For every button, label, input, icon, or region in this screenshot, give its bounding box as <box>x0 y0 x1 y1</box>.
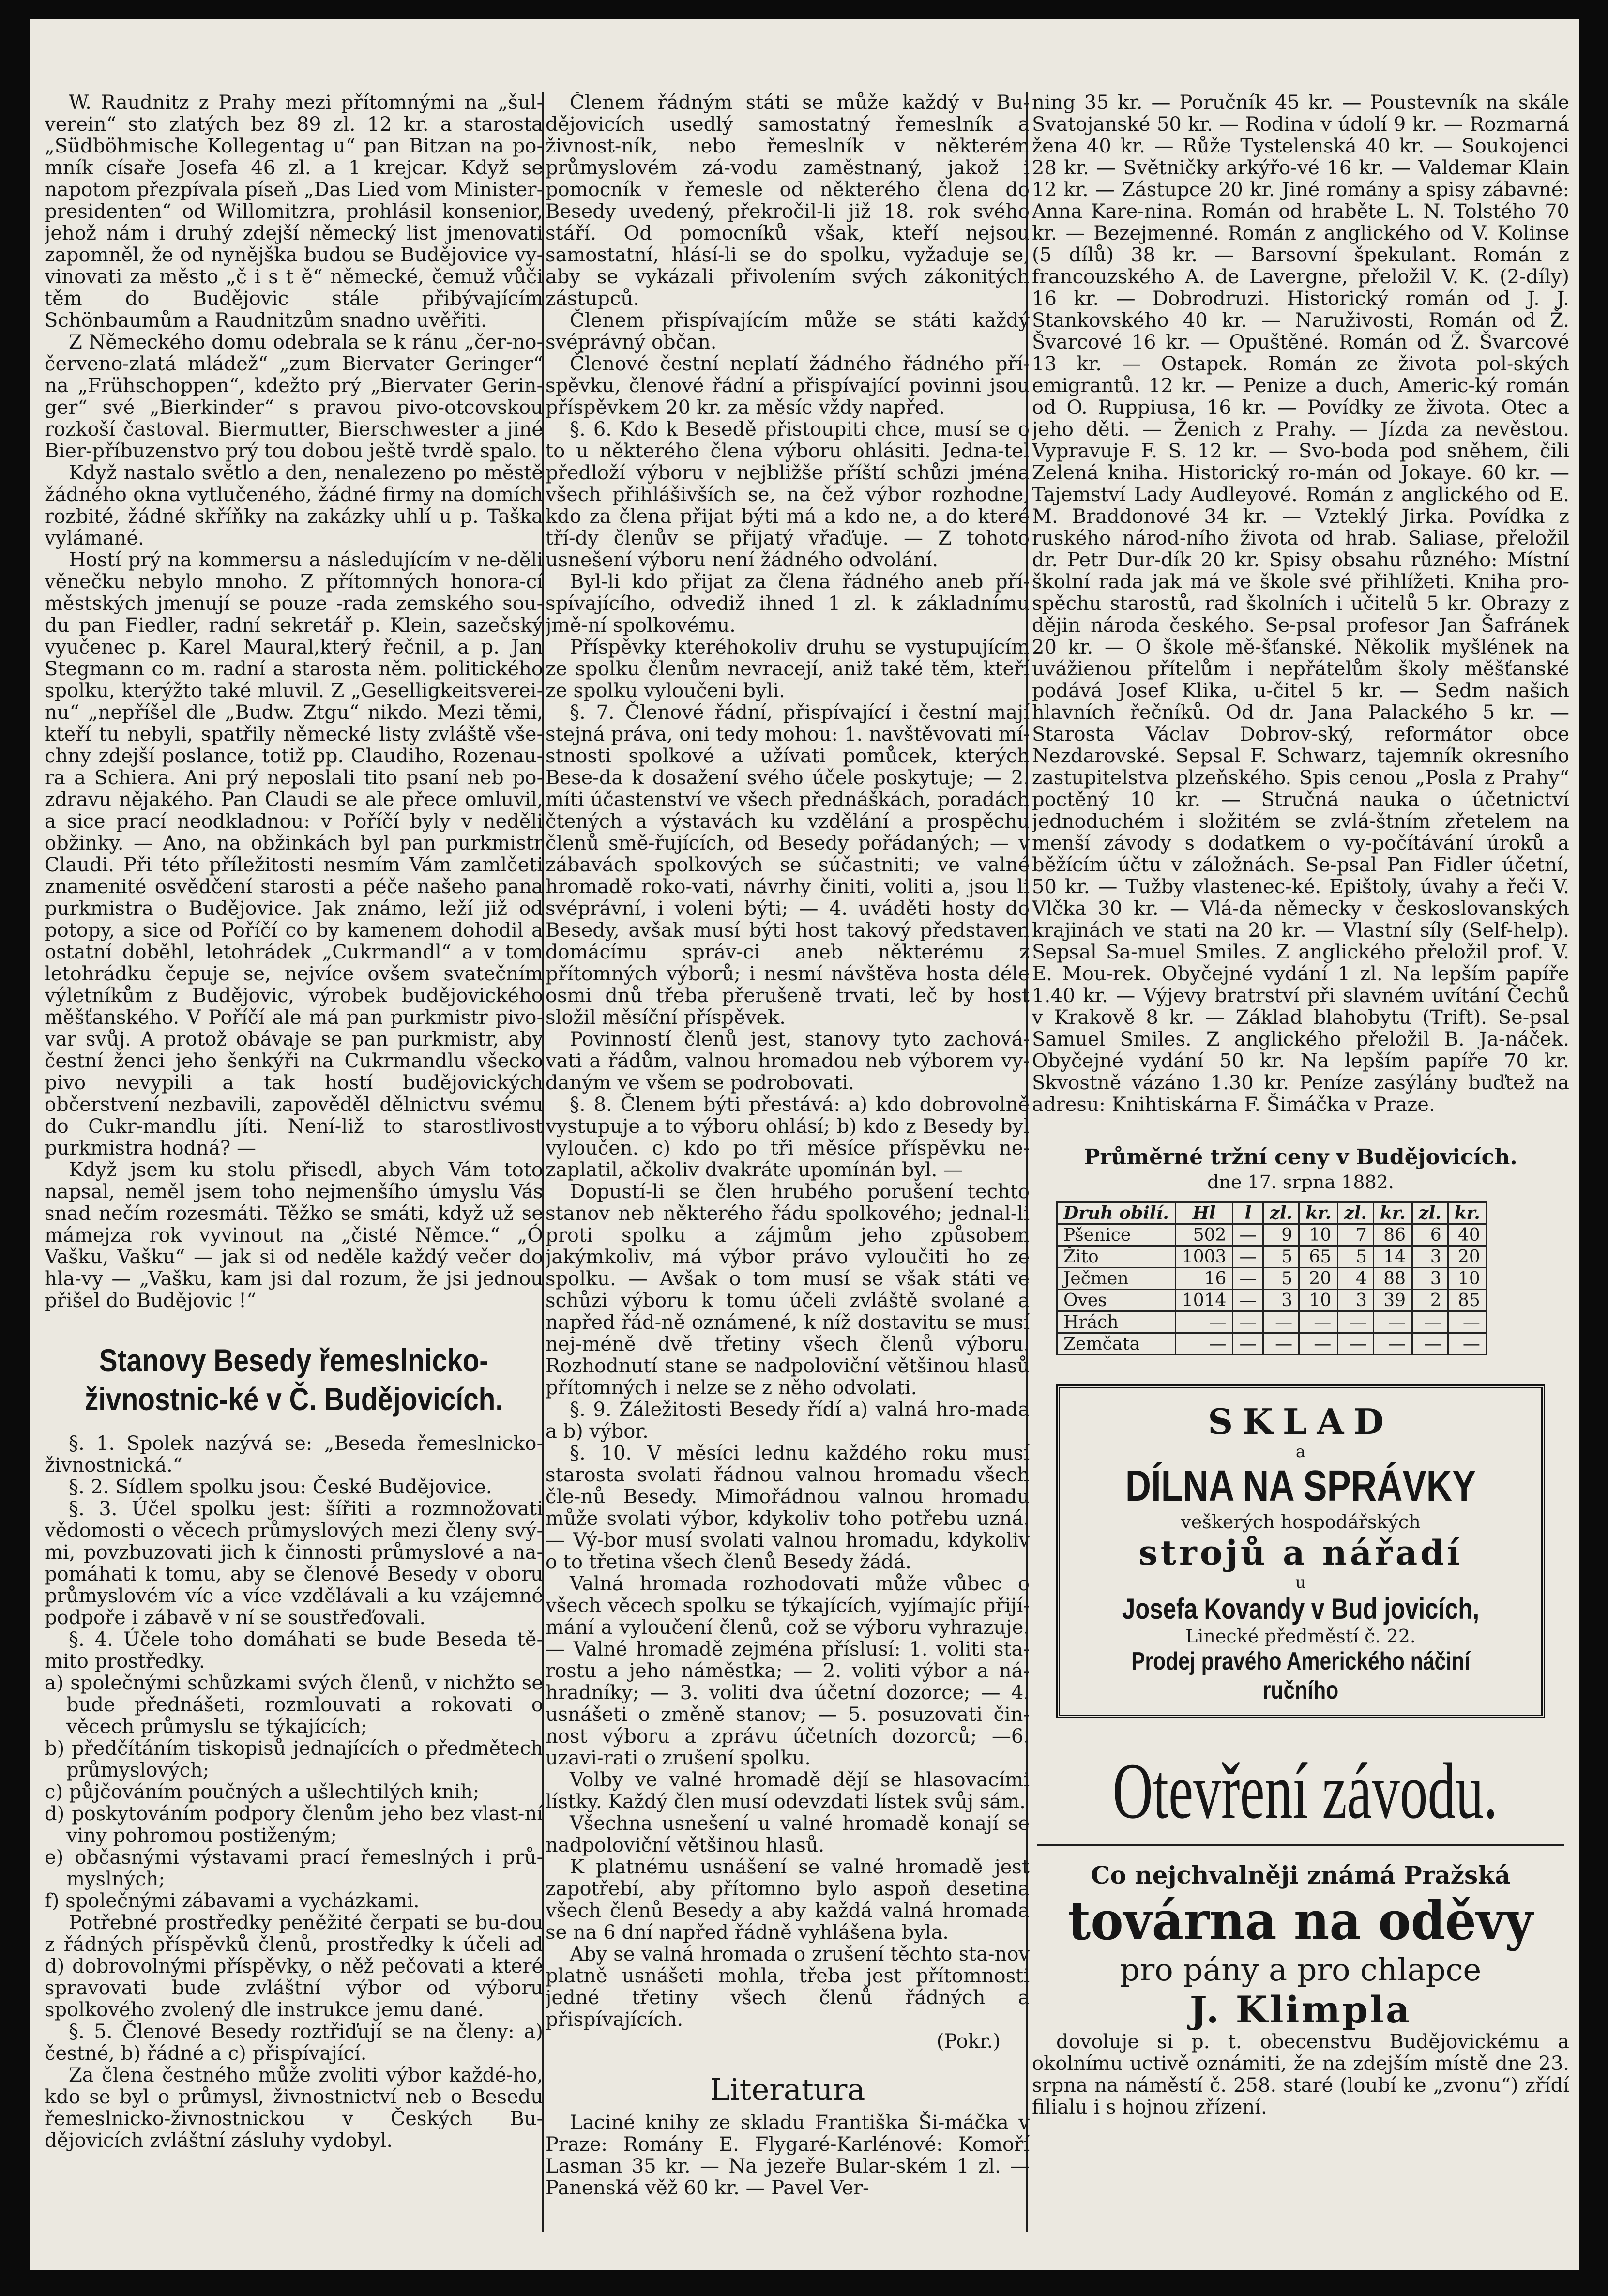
article-paragraph: Z Německého domu odebrala se k ránu „čer-no-červeno-zlatá mládež“ „zum Biervater Geringer“ na „Frühschoppen“, kdežto prý „Biervater Gerin-ger“ své „Bierkinder“ s pravou pivo-otcovskou rozkoší častoval. Biermutter, Bierschwester a jiné Bier-příbuzenstvo prý tou dobou ještě tvrdě spalo. <box>45 331 543 462</box>
ad-heading: továrna na oděvy <box>1068 1889 1533 1952</box>
table-header: kr. <box>1299 1202 1338 1224</box>
market-prices-table <box>1056 1201 1487 1355</box>
price-cell: — <box>1448 1311 1487 1333</box>
table-header: Druh obilí. <box>1057 1202 1176 1224</box>
statute-paragraph: Byl-li kdo přijat za člena řádného aneb pří-spívajícího, odvediž ihned 1 zl. k základnímu jmě-ní spolkovému. <box>546 571 1030 637</box>
statute-paragraph: Za člena čestného může zvoliti výbor každé-ho, kdo se byl o průmysl, živnostnictví neb o Besedu řemeslnicko-živnostnickou v Českých Bu-dějovicích zvláštní zásluhy vydobyl. <box>45 2064 543 2152</box>
price-cell: — <box>1412 1311 1448 1333</box>
price-cell: — <box>1233 1290 1263 1311</box>
ad-text: u <box>1295 1573 1306 1592</box>
table-header-row <box>1057 1202 1487 1224</box>
price-cell: — <box>1299 1333 1338 1355</box>
table-header: Hl <box>1175 1202 1233 1224</box>
statute-list-item: a) společnými schůzkami svých členů, v nichžto se bude přednášeti, rozmlouvati a rokovati o věcech průmyslu se týkajících; <box>45 1672 543 1738</box>
statute-paragraph: §. 6. Kdo k Besedě přistoupiti chce, musí se o to u některého člena výboru ohlásiti. Jedna-tel předloží výboru v nejbližše příští schůzi jména všech přihlášivších se, na čež výbor rozhodne, kdo za člena přijat býti má a kdo ne, a do které tří-dy členův se přijatý vřaďuje. — Z tohoto usnešení výboru není žádného odvolání. <box>546 418 1030 571</box>
statute-paragraph: §. 1. Spolek nazývá se: „Beseda řemeslnicko-živnostnická.“ <box>45 1432 543 1476</box>
statute-paragraph: §. 8. Členem býti přestává: a) kdo dobrovolně vystupuje a to výboru ohlásí; b) kdo z Besedy byl vyloučen. c) kdo po tři měsíce příspěvku ne-zaplatil, ačkoliv dvakráte upomínán byl. — <box>546 1094 1030 1181</box>
statute-paragraph: §. 7. Členové řádní, přispívající i čestní mají stejná práva, oni tedy mohou: 1. navštěvovati mí-stnosti spolkové a užívati pomůcek, kterých Bese-da k dosažení svého účele poskytuje; — 2. míti účastenství ve všech přednáškách, poradách čtených a výstavách ku vzdělání a prospěchu členů smě-řujících, od Besedy pořádaných; — v zábavách spolkových se súčastniti; ve valné hromadě roko-vati, návrhy činiti, voliti a, jsou li svéprávní, i voleni býti; — 4. uváděti hosty do Besedy, avšak musí býti host takový představen domácímu správ-ci aneb některému z přítomných výborů; i nesmí návštěva hosta déle osmi dnů třeba přerušeně trvati, leč by host složil měsíční příspěvek. <box>546 701 1030 1029</box>
statute-paragraph: §. 3. Účel spolku jest: šířiti a rozmnožovati vědomosti o věcech průmyslových mezi členy svý-mi, povzbuzovati jich k činnosti průmyslové a na-pomáhati k tomu, aby se členové Besedy v oboru průmyslovém víc a více vzdělávali a ku vzájemné podpoře i zábavě v ní se soustřeďovali. <box>45 1498 543 1629</box>
statute-paragraph: Členem přispívajícím může se státi každý svéprávný občan. <box>546 309 1030 353</box>
price-cell: 5 <box>1263 1268 1299 1290</box>
grain-name-cell: Pšenice <box>1057 1224 1176 1246</box>
price-cell: — <box>1233 1311 1263 1333</box>
statute-paragraph: K platnému usnášení se valné hromadě jest zapotřebí, aby přítomno bylo aspoň desetina všech členů Besedy a aby každá valná hromada se na 6 dní napřed řádně vyhlášena byla. <box>546 1856 1030 1944</box>
table-header: kr. <box>1373 1202 1412 1224</box>
ad-text: Prodej pravého Amerického náčiní ručního <box>1131 1647 1470 1704</box>
price-cell: — <box>1412 1333 1448 1355</box>
ad-company-name: J. Klimpla <box>1189 1988 1412 2031</box>
statute-paragraph: §. 5. Členové Besedy roztřiďují se na členy: a) čestné, b) řádné a c) přispívající. <box>45 2021 543 2065</box>
statute-paragraph: §. 4. Účele toho domáhati se bude Beseda tě-mito prostředky. <box>45 1628 543 1673</box>
continued-note: (Pokr.) <box>936 2030 1001 2053</box>
price-cell: 7 <box>1338 1224 1374 1246</box>
price-cell: 16 <box>1175 1268 1233 1290</box>
table-header: zl. <box>1412 1202 1448 1224</box>
price-cell: 3 <box>1338 1290 1374 1311</box>
price-cell: — <box>1233 1224 1263 1246</box>
advertisement-sklad <box>1056 1384 1545 1718</box>
ad-address: Linecké předměstí č. 22. <box>1185 1626 1416 1647</box>
statute-list-item: f) společnými zábavami a vycházkami. <box>45 1890 420 1912</box>
table-row <box>1057 1311 1487 1333</box>
statute-paragraph: Aby se valná hromada o zrušení těchto sta-nov platně usnášeti mohla, třeba jest přítomnosti jedné třetiny všech členů řádných a přispívajících. <box>546 1943 1030 2031</box>
statute-list-item: e) občasnými výstavami prací řemeslných i prů-myslných; <box>45 1846 543 1890</box>
statute-list-item: c) půjčováním poučných a ušlechtilých knih; <box>45 1781 480 1803</box>
market-prices-date: dne 17. srpna 1882. <box>1207 1171 1394 1193</box>
price-cell: 502 <box>1175 1224 1233 1246</box>
price-cell: 85 <box>1448 1290 1487 1311</box>
price-cell: 20 <box>1448 1246 1487 1268</box>
price-cell: 10 <box>1299 1290 1338 1311</box>
price-cell: 88 <box>1373 1268 1412 1290</box>
price-cell: — <box>1299 1311 1338 1333</box>
statute-paragraph: Dopustí-li se člen hrubého porušení techto stanov neb některého řádu spolkového; jednal-li proti spolku a zájmům jeho způsobem jakýmkoliv, má výbor právo vyloučiti ho ze spolku. — Avšak o tom musí se však státi ve schůzi výboru k tomu účeli zvláště svolané a napřed řád-ně oznámené, k níž dostavitu se musí nej-méně dvě třetiny všech členů výboru. Rozhodnutí stane se nadpoloviční většinou hlasů přítomných i nelze se z něho odvolati. <box>546 1181 1030 1399</box>
article-paragraph: Hostí prý na kommersu a následujícím v ne-děli věnečku nebylo mnoho. Z přítomných honora-cí městských jmenují se pouze -rada zemského sou-du pan Fiedler, radní sekretář p. Klein, sazečský vyučenec p. Karel Maural,který řečnil, a p. Jan Stegmann co m. radní a starosta něm. politického spolku, kterýžto také mluvil. Z „Geselligkeitsverei-nu“ „nepříšel dle „Budw. Ztgu“ nikdo. Mezi těmi, kteří tu nebyli, spatřily německé listy zvláště vše-chny zdejší poslance, totiž pp. Claudiho, Rozenau-ra a Schiera. Ani prý neposlali tito psaní neb po-zdravu nějakého. Pan Claudi se ale přece omluvil, a sice prací neodkladnou: v Poříčí byly v neděli obžinky. — Ano, na obžinkách byl pan purkmistr Claudi. Při této příležitosti nesmím Vám zamlčeti znamenité osvědčení starosti a péče našeho pana purkmistra o Budějovice. Jak známo, leží již od potopy, a sice od Poříčí co by kamenem dohodil a ostatní doběhl, letohrádek „Cukrmandl“ a v tom letohrádku čepuje se, nejvíce ovšem svatečním výletníkům z Budějovic, výrobek budějovického měšťanského. V Poříčí ale má pan purkmistr pivo-var svůj. A protož obávaje se pan purkmistr, aby čestní ženci jeho šenkýři na Cukrmandlu všecko pivo nevypili a tak hostí budějovických občerstvení nezbavili, zapověděl dělnictvu svému do Cukr-mandlu jíti. Není-liž to starostlivost purkmistra hodná? — <box>45 549 543 1159</box>
price-cell: 6 <box>1412 1224 1448 1246</box>
price-cell: 1003 <box>1175 1246 1233 1268</box>
price-cell: — <box>1233 1268 1263 1290</box>
ad-paragraph: dovoluje si p. t. obecenstvu Budějovickému a okolnímu uctivě oznámiti, že na zdejším místě dne 23. srpna na náměstí č. 258. staré (loubí ke „zvonu“) zřídí filialu i s hojnou zřízení. <box>1032 2031 1569 2118</box>
statute-list-item: d) poskytováním podpory členům jeho bez vlast-ní viny pohromou postiženým; <box>45 1803 543 1847</box>
price-cell: 20 <box>1299 1268 1338 1290</box>
price-cell: 10 <box>1448 1268 1487 1290</box>
table-row <box>1057 1333 1487 1355</box>
table-header: zl. <box>1263 1202 1299 1224</box>
price-cell: — <box>1175 1311 1233 1333</box>
price-cell: — <box>1175 1333 1233 1355</box>
article-paragraph: W. Raudnitz z Prahy mezi přítomnými na „šul-verein“ sto zlatých bez 89 zl. 12 kr. a starosta „Südböhmische Kollegentag u“ pan Bitzan na po-mník císaře Josefa 46 zl. a 1 krejcar. Když se napotom přezpívala píseň „Das Lied vom Minister-presidenten“ od Willomitzra, prohlásil konsenior, jehož nám i druhý zdejší německý list jmenovati zapomněl, že od nynějška budou se Budějovice vy-vinovati za město „č i s t ě“ německé, čemuž vůči těm do Budějovic stále přibývajícím Schönbaumům a Raudnitzům snadno uvěřiti. <box>45 92 543 332</box>
ad-heading: strojů a nářadí <box>1138 1533 1463 1573</box>
table-header: zl. <box>1338 1202 1374 1224</box>
ad-heading: DÍLNA NA SPRÁVKY <box>1125 1462 1476 1510</box>
ad-text: a <box>1295 1442 1306 1461</box>
price-cell: 2 <box>1412 1290 1448 1311</box>
price-cell: — <box>1233 1333 1263 1355</box>
statute-paragraph: Členem řádným státi se může každý v Bu-dějovicích usedlý samostatný řemeslník a živnost-ník, nebo řemeslník v některém průmyslovém zá-vodu zaměstnaný, jakož i pomocník v řemesle od některého člena do Besedy uvedený, překročil-li již 18. rok svého stáří. Od pomocníků však, kteří nejsou samostatní, hlásí-li se do spolku, vyžaduje se, aby se vykázali přivolením svých zákonitých zástupců. <box>546 92 1030 310</box>
column-1 <box>45 92 543 2236</box>
price-cell: 4 <box>1338 1268 1374 1290</box>
price-cell: 9 <box>1263 1224 1299 1246</box>
price-cell: — <box>1338 1311 1374 1333</box>
literature-heading: Literatura <box>710 2072 865 2107</box>
statute-paragraph: Všechna usnešení u valné hromadě konají se nadpoloviční většinou hlasů. <box>546 1812 1030 1856</box>
price-cell: — <box>1233 1246 1263 1268</box>
price-cell: 14 <box>1373 1246 1412 1268</box>
table-row <box>1057 1246 1487 1268</box>
price-cell: — <box>1373 1333 1412 1355</box>
divider <box>1037 1844 1564 1846</box>
price-cell: — <box>1448 1333 1487 1355</box>
ad-heading: Josefa Kovandy v Bud jovicích, <box>1122 1593 1480 1625</box>
table-row <box>1057 1290 1487 1311</box>
price-cell: 65 <box>1299 1246 1338 1268</box>
statute-paragraph: Valná hromada rozhodovati může vůbec o všech věcech spolku se týkajících, vyjímajíc přijí-mání a vyloučení členů, což se výboru vyhrazuje. — Valné hromadě zejména příslusí: 1. voliti sta-rostu a jeho náměstka; — 2. voliti výbor a ná-hradníky; — 3. voliti dva účetní dozorce; — 4. usnášeti o změně stanov; — 5. posuzovati čin-nost výboru a zprávu účetních dozorců; —6. uzavi-rati o zrušení spolku. <box>546 1573 1030 1769</box>
grain-name-cell: Hrách <box>1057 1311 1176 1333</box>
price-cell: 3 <box>1412 1268 1448 1290</box>
price-cell: 5 <box>1338 1246 1374 1268</box>
table-row <box>1057 1268 1487 1290</box>
grain-name-cell: Zemčata <box>1057 1333 1176 1355</box>
price-cell: 10 <box>1299 1224 1338 1246</box>
statute-paragraph: §. 10. V měsíci lednu každého roku musí starosta svolati řádnou valnou hromadu všech čle-nů Besedy. Mimořádnou valnou hromadu může svolati výbor, kdykoliv toho potřebu uzná. — Vý-bor musí svolati valnou hromadu, kdykoliv o to třetina všech členů Besedy žádá. <box>546 1442 1030 1573</box>
ad-text: Co nejchvalněji známá Pražská <box>1091 1861 1511 1889</box>
market-prices-title: Průměrné tržní ceny v Budějovicích. <box>1084 1145 1517 1170</box>
grain-name-cell: Oves <box>1057 1290 1176 1311</box>
price-cell: — <box>1263 1333 1299 1355</box>
grain-name-cell: Ječmen <box>1057 1268 1176 1290</box>
section-heading: Stanovy Besedy řemeslnicko-živnostnic-ké v Č. Budějovicích. <box>84 1342 503 1417</box>
article-paragraph: Když jsem ku stolu přisedl, abych Vám toto napsal, neměl jsem toho nejmenšího úmyslu Vás snad nečím rozesmáti. Těžko se smáti, když už se mámeјza rok vyvinout na „čisté Němce.“ „Ó Vašku, Vašku“ — jak si od neděle každý večer do hla-vy — „Vašku, kam jsi dal rozum, že jsi jednou přišel do Budějovic !“ <box>45 1159 543 1312</box>
ad-heading: SKLAD <box>1208 1401 1394 1442</box>
ad-text: pro pány a pro chlapce <box>1120 1952 1482 1988</box>
price-cell: — <box>1263 1311 1299 1333</box>
statute-paragraph: Příspěvky kteréhokoliv druhu se vystupujícím ze spolku členům nevracejí, aniž také těm, kteří ze spolku vyloučeni byli. <box>546 636 1030 702</box>
literature-paragraph: ning 35 kr. — Poručník 45 kr. — Poustevník na skále Svatojanské 50 kr. — Rodina v údolí 9 kr. — Rozmarná žena 40 kr. — Růže Tystelenská 40 kr. — Soukojenci 28 kr. — Světničky arkýřo-vé 16 kr. — Valdemar Klain 12 kr. — Zástupce 20 kr. Jiné romány a spisy zábavné: Anna Kare-nina. Román od hraběte L. N. Tolstého 70 kr. — Bezejmenné. Román z anglického od V. Kolinse (5 dílů) 38 kr. — Barsovní špekulant. Román z francouzského A. de Lavergne, přeložil V. K. (2-díly) 16 kr. — Dobrodruzi. Historický román od J. J. Stankovského 40 kr. — Naruživosti, Román od Ž. Švarcové 16 kr. — Opuštěné. Román od Ž. Švarcové 13 kr. — Ostapek. Román ze života pol-ských emigrantů. 12 kr. — Penize a duch, Americ-ký román od O. Ruppiusa, 16 kr. — Povídky ze života. Otec a jeho děti. — Ženich z Prahy. — Jízda za nevěstou. Vypravuje F. S. 12 kr. — Svo-boda pod sněhem, čili Zelená kniha. Historický ro-mán od Jokaye. 60 kr. — Tajemství Lady Audleyové. Román z anglického od E. M. Braddonové 34 kr. — Vzteklý Jirka. Povídka z ruského národ-ního života od hrab. Saliase, přeložil dr. Petr Dur-dík 20 kr. Spisy obsahu různého: Místní školní rada jak má ve škole své přihlížeti. Kniha pro-spěchu starostů, rad školních i učitelů 5 kr. Obrazy z dějin národa českého. Se-psal profesor Jan Šafránek 20 kr. — O škole mě-šťanské. Několik myšlének na uvážienou přítelům i nepřátelům školy měšťanské podává Josef Klika, u-čitel 5 kr. — Sedm našich hlavních řečníků. Od dr. Jana Palackého 5 kr. — Starosta Václav Dobrov-ský, reformátor obce Nezdarovské. Sepsal F. Schwarz, tajemník okresního zastupitelstva plzeňského. Spis cenou „Posla z Prahy“ poctěný 10 kr. — Stručná nauka o účetnictví jednoduchém i složitém se zvlá-štním zřetelem na menší závody s dodatkem o vy-počítávání úroků a běžícím účtu v záložnách. Se-psal Pan Fidler účetní, 50 kr. — Tužby vlastenec-ké. Epištoly, úvahy a řeči V. Vlčka 30 kr. — Vlá-da německy v českoslovanských krajinách ve stati na 20 kr. — Vlastní síly (Self-help). Sepsal Sa-muel Smiles. Z anglického přeložil prof. V. E. Mou-rek. Obyčejné vydání 1 zl. Na lepším papíře 1.40 kr. — Výjevy bratrství při slavném uvítání Čechů v Krakově 8 kr. — Základ blahobytu (Trift). Se-psal Samuel Smiles. Z anglického přeložil B. Ja-náček. Obyčejné vydání 50 kr. Na lepším papíře 70 kr. Skvostně vázáno 1.30 kr. Peníze zasýlány buďtež na adresu: Knihtiskárna F. Šimáčka v Praze. <box>1032 92 1569 1116</box>
statute-paragraph: §. 2. Sídlem spolku jsou: České Budějovice. <box>69 1476 492 1498</box>
statute-list-item: b) předčítáním tiskopisů jednajících o předmětech průmyslových; <box>45 1737 543 1781</box>
statute-paragraph: Povinností členů jest, stanovy tyto zachová-vati a řádům, valnou hromadou neb výborem vy-daným ve všem se podrobovati. <box>546 1028 1030 1094</box>
price-cell: 3 <box>1263 1290 1299 1311</box>
statute-paragraph: Členové čestní neplatí žádného řádného pří-spěvku, členové řádní a přispívající povinni jsou příspěvkem 20 kr. za měsíc vždy napřed. <box>546 353 1030 419</box>
literature-paragraph: Laciné knihy ze skladu Františka Ši-máčka v Praze: Romány E. Flygaré-Karlénové: Komoří Lasman 35 kr. — Na jezeře Bular-ském 1 zl. — Panenská věž 60 kr. — Pavel Ver- <box>546 2112 1030 2199</box>
price-cell: 1014 <box>1175 1290 1233 1311</box>
price-cell: — <box>1338 1333 1374 1355</box>
table-header: kr. <box>1448 1202 1487 1224</box>
column-2 <box>546 92 1030 2236</box>
price-cell: 3 <box>1412 1246 1448 1268</box>
table-header: l <box>1233 1202 1263 1224</box>
statute-paragraph: Potřebné prostředky peněžité čerpati se bu-dou z řádných příspěvků členů, prostředky k účeli ad d) dobrovolnými příspěvky, o něž pečovati a které spravovati bude zvláštní výbor od výboru spolkového zvolený dle instrukce jemu dané. <box>45 1912 543 2021</box>
newspaper-page <box>30 19 1579 2270</box>
column-3 <box>1032 92 1569 2236</box>
ad-big-heading: Otevření závodu. <box>1112 1747 1498 1835</box>
statute-paragraph: Volby ve valné hromadě dějí se hlasovacími lístky. Každý člen musí odevzdati lístek svůj sám. <box>546 1769 1030 1813</box>
grain-name-cell: Žito <box>1057 1246 1176 1268</box>
price-cell: 86 <box>1373 1224 1412 1246</box>
price-cell: 40 <box>1448 1224 1487 1246</box>
table-row <box>1057 1224 1487 1246</box>
article-paragraph: Když nastalo světlo a den, nenalezeno po městě žádného okna vytlučeného, žádné firmy na domích rozbité, žádné skříňky na zakázky uhlí u p. Taška vylámané. <box>45 462 543 549</box>
price-cell: 39 <box>1373 1290 1412 1311</box>
ad-text: veškerých hospodářských <box>1181 1511 1421 1533</box>
price-cell: — <box>1373 1311 1412 1333</box>
price-cell: 5 <box>1263 1246 1299 1268</box>
statute-paragraph: §. 9. Záležitosti Besedy řídí a) valná hro-mada a b) výbor. <box>546 1399 1030 1443</box>
